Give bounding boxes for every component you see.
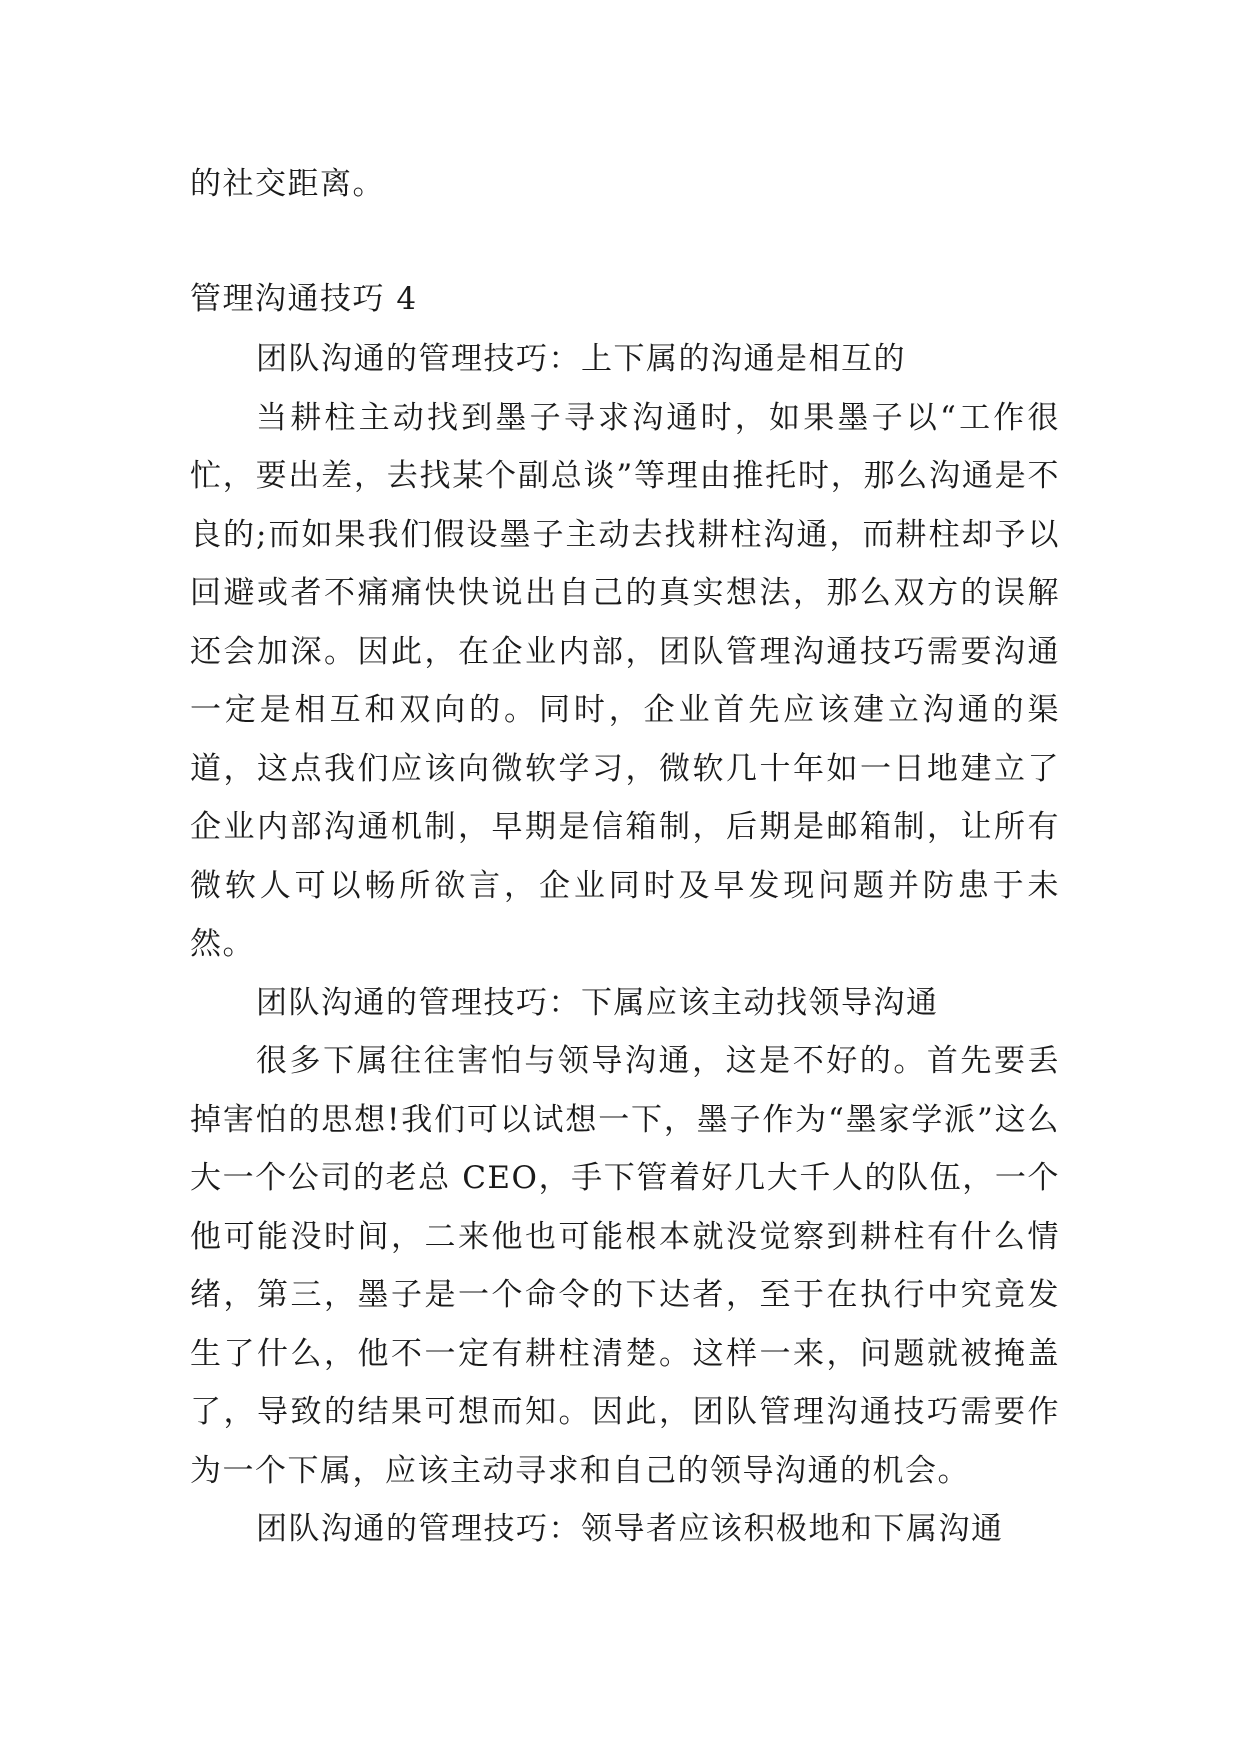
section-body	[190, 330, 1060, 1559]
subheading-subordinate-initiative: 团队沟通的管理技巧：下属应该主动找领导沟通	[256, 984, 939, 1021]
paragraph-fragment	[190, 155, 1060, 214]
fragment-text: 的社交距离。	[190, 166, 385, 202]
subheading-mutual-communication: 团队沟通的管理技巧：上下属的沟通是相互的	[256, 341, 906, 377]
section-heading	[190, 270, 1060, 329]
section-title: 管理沟通技巧 4	[190, 281, 418, 317]
subheading-leader-initiative: 团队沟通的管理技巧：领导者应该积极地和下属沟通	[256, 1511, 1004, 1547]
paragraph-subordinate-initiative: 很多下属往往害怕与领导沟通，这是不好的。首先要丢掉害怕的思想!我们可以试想一下，墨子作为“墨家学派”这么大一个公司的老总 CEO，手下管着好几大千人的队伍，一个他可能没时间，二来他也可能根本就没觉察到耕柱有什么情绪，第三，墨子是一个命令的下达者，至于在执行中究竟发生了什么，他不一定有耕柱清楚。这样一来，问题就被掩盖了，导致的结果可想而知。因此，团队管理沟通技巧需要作为一个下属，应该主动寻求和自己的领导沟通的机会。	[190, 1043, 1060, 1489]
paragraph-mutual-communication: 当耕柱主动找到墨子寻求沟通时，如果墨子以“工作很忙，要出差，去找某个副总谈”等理由推托时，那么沟通是不良的;而如果我们假设墨子主动去找耕柱沟通，而耕柱却予以回避或者不痛痛快快说出自己的真实想法，那么双方的误解还会加深。因此，在企业内部，团队管理沟通技巧需要沟通一定是相互和双向的。同时，企业首先应该建立沟通的渠道，这点我们应该向微软学习，微软几十年如一日地建立了企业内部沟通机制，早期是信箱制，后期是邮箱制，让所有微软人可以畅所欲言，企业同时及早发现问题并防患于未然。	[190, 399, 1060, 962]
